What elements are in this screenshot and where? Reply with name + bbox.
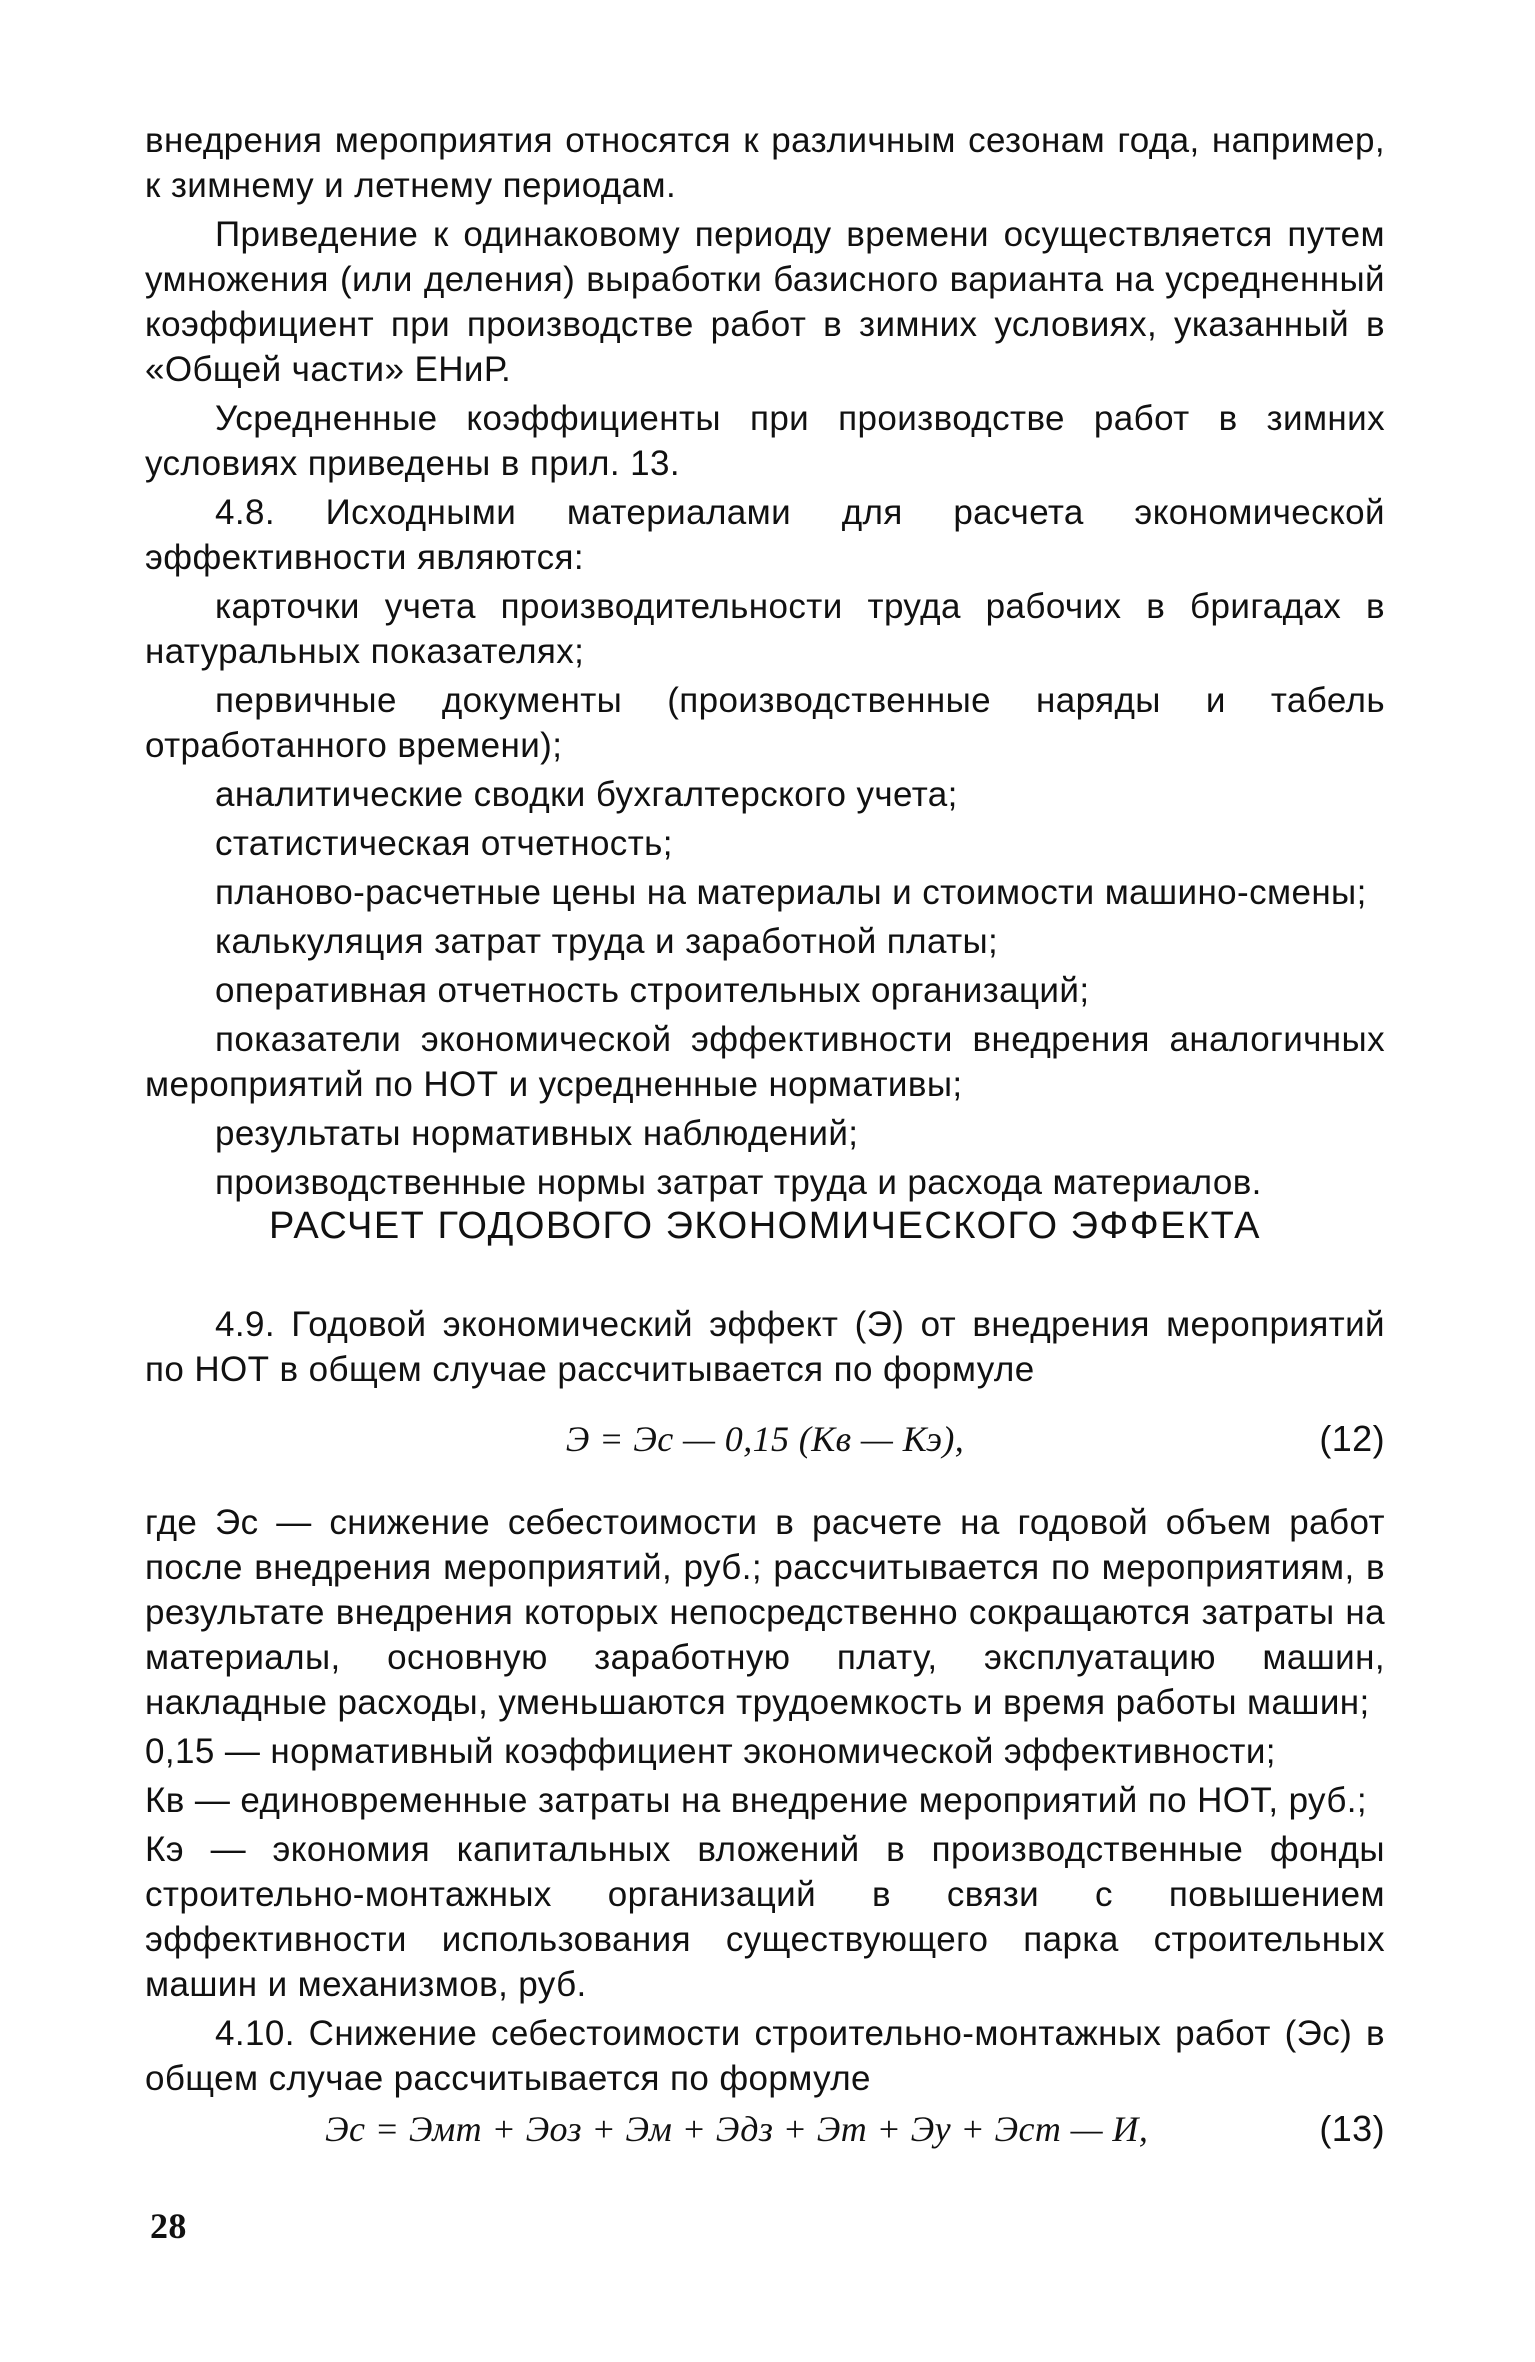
list-item: показатели экономической эффективности внедрения аналогичных мероприятий по НОТ и усредненные нормативы; [145,1020,1385,1104]
definition-coefficient: 0,15 — нормативный коэффициент экономической эффективности; [145,1732,1276,1771]
list-item: аналитические сводки бухгалтерского учета; [215,775,958,814]
definition-es: где Эс — снижение себестоимости в расчете на годовой объем работ после внедрения мероприятий, руб.; рассчитывается по мероприятиям, в результате внедрения которых непосредственно сокращаются затраты на материалы, основную заработную плату, эксплуатацию машин, накладные расходы, уменьшаются трудоемкость и время работы машин; [145,1503,1385,1722]
text-block-definitions [145,1500,1385,2105]
list-item: первичные документы (производственные наряды и табель отработанного времени); [145,681,1385,765]
formula-12-expression: Э = Эс — 0,15 (Кв — Кэ), [565,1419,965,1459]
list-item: карточки учета производительности труда рабочих в бригадах в натуральных показателях; [145,587,1385,671]
formula-13 [145,2108,1385,2154]
formula-12-number: (12) [1319,1418,1385,1459]
list-item: результаты нормативных наблюдений; [215,1114,859,1153]
list-item: планово-расчетные цены на материалы и стоимости машино-смены; [215,873,1367,912]
formula-13-number: (13) [1319,2108,1385,2149]
paragraph-4-8: 4.8. Исходными материалами для расчета экономической эффективности являются: [145,493,1385,577]
section-heading: РАСЧЕТ ГОДОВОГО ЭКОНОМИЧЕСКОГО ЭФФЕКТА [269,1205,1261,1247]
list-item: оперативная отчетность строительных организаций; [215,971,1090,1010]
paragraph-4-10: 4.10. Снижение себестоимости строительно-монтажных работ (Эс) в общем случае рассчитывается по формуле [145,2014,1385,2098]
list-item: статистическая отчетность; [215,824,673,863]
formula-12 [145,1418,1385,1464]
paragraph-continuation: внедрения мероприятия относятся к различным сезонам года, например, к зимнему и летнему периодам. [145,121,1385,205]
text-block-top [145,118,1385,1209]
definition-kv: Кв — единовременные затраты на внедрение мероприятий по НОТ, руб.; [145,1781,1368,1820]
text-block-4-9 [145,1302,1385,1396]
definition-ke: Кэ — экономия капитальных вложений в производственные фонды строительно-монтажных организаций в связи с повышением эффективности использования существующего парка строительных машин и механизмов, руб. [145,1830,1385,2004]
formula-13-expression: Эс = Эмт + Эоз + Эм + Эдз + Эт + Эу + Эст — И, [325,2109,1149,2149]
paragraph-period-reduction: Приведение к одинаковому периоду времени осуществляется путем умножения (или деления) выработки базисного варианта на усредненный коэффициент при производстве работ в зимних условиях, указанный в «Общей части» ЕНиР. [145,215,1385,389]
list-item: производственные нормы затрат труда и расхода материалов. [215,1163,1262,1202]
paragraph-4-9: 4.9. Годовой экономический эффект (Э) от внедрения мероприятий по НОТ в общем случае рассчитывается по формуле [145,1305,1385,1389]
paragraph-winter-coefficients: Усредненные коэффициенты при производстве работ в зимних условиях приведены в прил. 13. [145,399,1385,483]
list-item: калькуляция затрат труда и заработной платы; [215,922,999,961]
page-number: 28 [150,2206,187,2246]
